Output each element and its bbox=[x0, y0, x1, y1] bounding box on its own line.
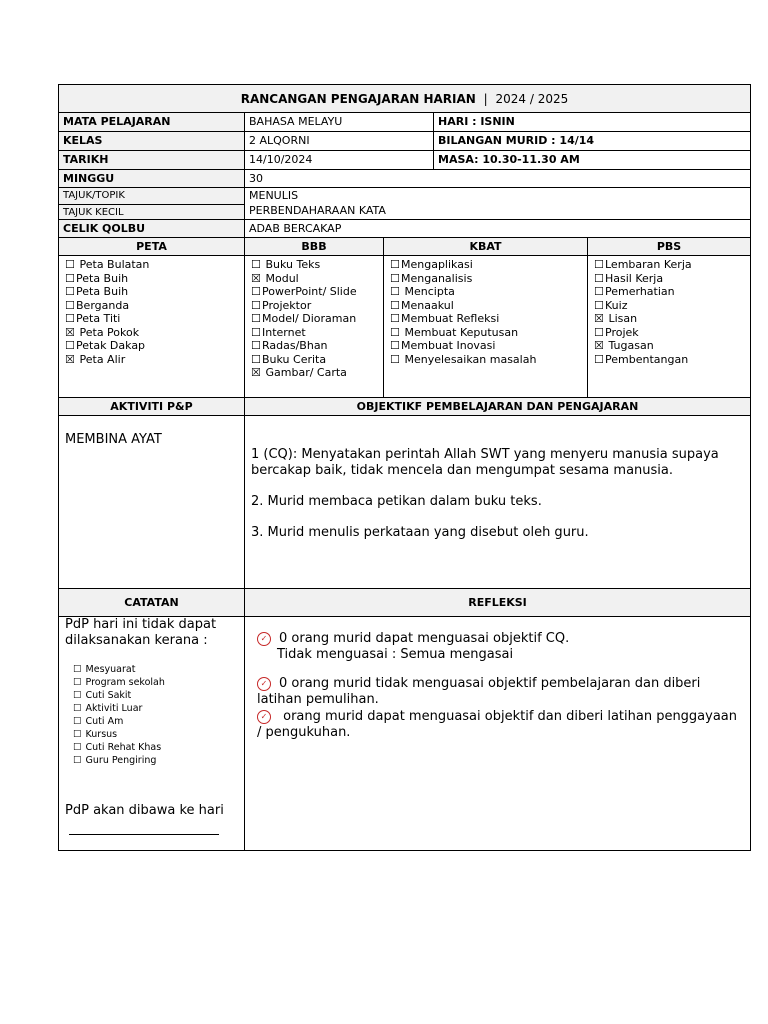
value-kelas: 2 ALQORNI bbox=[244, 132, 433, 150]
checkbox-icon[interactable]: ☐ bbox=[251, 285, 261, 298]
pbs-item[interactable] bbox=[594, 272, 750, 286]
catatan-option[interactable] bbox=[73, 689, 244, 702]
pbs-item[interactable] bbox=[594, 339, 750, 353]
kbat-item-label: Menaakul bbox=[401, 298, 454, 312]
checkbox-icon[interactable]: ☐ bbox=[73, 664, 82, 675]
bbb-item[interactable] bbox=[251, 272, 383, 286]
refleksi-line-cq bbox=[257, 631, 742, 647]
checkbox-icon[interactable]: ☐ bbox=[594, 258, 604, 271]
checkbox-icon[interactable]: ☐ bbox=[73, 677, 82, 688]
checkbox-icon[interactable]: ☐ bbox=[594, 325, 604, 339]
peta-item-label: Petak Dakap bbox=[76, 339, 146, 352]
academic-year: 2024 / 2025 bbox=[495, 92, 569, 106]
checkbox-icon[interactable]: ☐ bbox=[73, 690, 82, 701]
bbb-item-label: Buku Teks bbox=[262, 258, 321, 271]
value-celik-qolbu: ADAB BERCAKAP bbox=[244, 220, 750, 237]
value-hari: HARI : ISNIN bbox=[433, 113, 750, 131]
bbb-item[interactable] bbox=[251, 285, 383, 299]
bbb-item[interactable] bbox=[251, 339, 383, 353]
checkbox-icon[interactable]: ☐ bbox=[73, 716, 82, 727]
row-tarikh bbox=[59, 151, 750, 170]
bbb-item[interactable] bbox=[251, 312, 383, 326]
kbat-item[interactable] bbox=[390, 312, 587, 326]
checkbox-icon[interactable]: ☐ bbox=[251, 352, 261, 366]
bbb-item-label: Modul bbox=[262, 271, 299, 285]
bbb-item-label: Buku Cerita bbox=[262, 352, 327, 366]
pbs-item[interactable] bbox=[594, 258, 750, 272]
kbat-list bbox=[384, 256, 587, 366]
label-kelas: KELAS bbox=[59, 132, 244, 150]
pbs-item-label: Kuiz bbox=[605, 298, 628, 312]
checkbox-icon[interactable]: ☐ bbox=[390, 298, 400, 312]
checkbox-icon[interactable]: ☐ bbox=[390, 285, 400, 298]
catatan-options bbox=[59, 663, 244, 767]
catatan-option-label: Cuti Am bbox=[85, 716, 124, 727]
row-tajuk bbox=[59, 188, 750, 220]
header-kbat: KBAT bbox=[383, 238, 587, 255]
peta-item-label: Peta Buih bbox=[76, 285, 129, 298]
checkbox-icon[interactable]: ☐ bbox=[251, 258, 261, 271]
pbs-item-label: Pemerhatian bbox=[605, 285, 675, 298]
peta-item[interactable] bbox=[65, 299, 244, 313]
bbb-item-label: PowerPoint/ Slide bbox=[262, 285, 357, 298]
row-column-headers bbox=[59, 238, 750, 256]
pbs-item[interactable] bbox=[594, 285, 750, 299]
pbs-item[interactable] bbox=[594, 353, 750, 367]
row-mata-pelajaran bbox=[59, 113, 750, 132]
pbs-item-label: Tugasan bbox=[605, 339, 654, 352]
checkbox-icon[interactable]: ☐ bbox=[251, 339, 261, 352]
checkbox-icon[interactable]: ☐ bbox=[73, 755, 82, 766]
pbs-item[interactable] bbox=[594, 326, 750, 340]
pbs-item-label: Pembentangan bbox=[605, 352, 689, 366]
refleksi-text: 0 orang murid tidak menguasai objektif pembelajaran dan diberi latihan pemulihan. bbox=[257, 676, 701, 707]
kbat-item-label: Menganalisis bbox=[401, 271, 473, 285]
bbb-item[interactable] bbox=[251, 326, 383, 340]
peta-item[interactable] bbox=[65, 339, 244, 353]
bbb-item[interactable] bbox=[251, 366, 383, 380]
check-mark-icon: ✓ bbox=[257, 710, 271, 724]
catatan-intro: PdP hari ini tidak dapat dilaksanakan kerana : bbox=[65, 617, 217, 648]
bbb-item[interactable] bbox=[251, 258, 383, 272]
checked-box-icon[interactable]: ☒ bbox=[65, 325, 75, 339]
header-pbs: PBS bbox=[587, 238, 750, 255]
value-minggu: 30 bbox=[244, 170, 750, 187]
header-catatan: CATATAN bbox=[124, 596, 179, 609]
value-tarikh: 14/10/2024 bbox=[244, 151, 433, 169]
bbb-column bbox=[244, 256, 383, 397]
objektif-list bbox=[245, 416, 750, 541]
refleksi-content bbox=[245, 617, 750, 741]
checkbox-icon[interactable]: ☐ bbox=[73, 729, 82, 740]
row-aktiviti-content bbox=[59, 416, 750, 589]
peta-item[interactable] bbox=[65, 326, 244, 340]
value-masa: MASA: 10.30-11.30 AM bbox=[433, 151, 750, 169]
peta-item[interactable] bbox=[65, 272, 244, 286]
value-bilangan-murid: BILANGAN MURID : 14/14 bbox=[433, 132, 750, 150]
checked-box-icon[interactable]: ☒ bbox=[65, 352, 75, 366]
peta-item-label: Peta Alir bbox=[76, 352, 126, 366]
pbs-item[interactable] bbox=[594, 299, 750, 313]
refleksi-line-pengayaan bbox=[257, 709, 742, 741]
kbat-item-label: Mencipta bbox=[401, 285, 455, 298]
checked-box-icon[interactable]: ☒ bbox=[251, 271, 261, 285]
row-minggu bbox=[59, 170, 750, 188]
tajuk-values bbox=[244, 188, 750, 219]
checkbox-icon[interactable]: ☐ bbox=[390, 352, 400, 366]
catatan-option[interactable] bbox=[73, 741, 244, 754]
checkbox-icon[interactable]: ☐ bbox=[65, 285, 75, 298]
header-peta: PETA bbox=[136, 240, 167, 253]
kbat-column bbox=[383, 256, 587, 397]
catatan-option-label: Cuti Sakit bbox=[85, 690, 132, 701]
bbb-item-label: Projektor bbox=[262, 298, 312, 312]
checkbox-icon[interactable]: ☐ bbox=[65, 271, 75, 285]
checkbox-icon[interactable]: ☐ bbox=[73, 742, 82, 753]
refleksi-line-cq-note: Tidak menguasai : Semua mengasai bbox=[277, 647, 514, 662]
label-celik-qolbu: CELIK QOLBU bbox=[59, 220, 244, 237]
row-aktiviti-header bbox=[59, 398, 750, 416]
header-objektif: OBJEKTIKF PEMBELAJARAN DAN PENGAJARAN bbox=[244, 398, 750, 415]
peta-item[interactable] bbox=[65, 285, 244, 299]
bbb-item[interactable] bbox=[251, 353, 383, 367]
checkbox-icon[interactable]: ☐ bbox=[390, 325, 400, 339]
pbs-item-label: Projek bbox=[605, 325, 639, 339]
pbs-item-label: Hasil Kerja bbox=[605, 271, 664, 285]
pbs-item[interactable] bbox=[594, 312, 750, 326]
check-mark-icon: ✓ bbox=[257, 677, 271, 691]
catatan-option-label: Cuti Rehat Khas bbox=[85, 742, 162, 753]
value-tajuk-kecil: PERBENDAHARAAN KATA bbox=[249, 204, 386, 217]
peta-column bbox=[59, 256, 244, 397]
refleksi-line-pemulihan bbox=[257, 676, 742, 708]
checkbox-icon[interactable]: ☐ bbox=[390, 271, 400, 285]
peta-item-label: Peta Pokok bbox=[76, 325, 140, 339]
label-mata-pelajaran: MATA PELAJARAN bbox=[59, 113, 244, 131]
refleksi-text: 0 orang murid dapat menguasai objektif CQ. bbox=[279, 631, 570, 646]
lesson-plan-table bbox=[58, 84, 751, 851]
kbat-item[interactable] bbox=[390, 353, 587, 367]
peta-item-label: Peta Titi bbox=[76, 312, 121, 325]
pbs-item-label: Lembaran Kerja bbox=[605, 258, 692, 271]
row-celik-qolbu bbox=[59, 220, 750, 238]
kbat-item-label: Mengaplikasi bbox=[401, 258, 473, 271]
checkbox-icon[interactable]: ☐ bbox=[251, 312, 261, 325]
catatan-cell bbox=[59, 617, 244, 850]
checkbox-icon[interactable]: ☐ bbox=[594, 298, 604, 312]
aktiviti-cell bbox=[59, 416, 244, 588]
refleksi-cell bbox=[244, 617, 750, 850]
kbat-item-label: Membuat Refleksi bbox=[401, 312, 500, 325]
row-catatan-header bbox=[59, 589, 750, 617]
checkbox-icon[interactable]: ☐ bbox=[65, 298, 75, 312]
checked-box-icon[interactable]: ☒ bbox=[594, 312, 604, 325]
refleksi-text: orang murid dapat menguasai objektif dan diberi latihan penggayaan / pengukuhan. bbox=[257, 709, 738, 740]
catatan-option-label: Mesyuarat bbox=[85, 664, 136, 675]
catatan-option-label: Program sekolah bbox=[85, 677, 165, 688]
bbb-item-label: Radas/Bhan bbox=[262, 339, 328, 352]
checked-box-icon[interactable]: ☒ bbox=[251, 366, 261, 379]
catatan-option[interactable] bbox=[73, 702, 244, 715]
header-bbb: BBB bbox=[244, 238, 383, 255]
bbb-item-label: Gambar/ Carta bbox=[262, 366, 347, 379]
title-separator: | bbox=[483, 92, 488, 106]
peta-item-label: Berganda bbox=[76, 298, 130, 312]
kbat-item[interactable] bbox=[390, 285, 587, 299]
checkbox-icon[interactable]: ☐ bbox=[251, 325, 261, 339]
plan-title: RANCANGAN PENGAJARAN HARIAN bbox=[240, 92, 476, 106]
pbs-item-label: Lisan bbox=[605, 312, 638, 325]
peta-list bbox=[59, 256, 244, 366]
checkbox-icon[interactable]: ☐ bbox=[594, 352, 604, 366]
peta-item[interactable] bbox=[65, 258, 244, 272]
kbat-item[interactable] bbox=[390, 272, 587, 286]
catatan-option-label: Guru Pengiring bbox=[85, 755, 157, 766]
peta-item-label: Peta Buih bbox=[76, 271, 129, 285]
row-checklists bbox=[59, 256, 750, 398]
catatan-option[interactable] bbox=[73, 715, 244, 728]
peta-item[interactable] bbox=[65, 353, 244, 367]
checkbox-icon[interactable]: ☐ bbox=[594, 285, 604, 298]
catatan-option[interactable] bbox=[73, 754, 244, 767]
header-aktiviti: AKTIVITI P&P bbox=[110, 400, 193, 413]
catatan-option-label: Kursus bbox=[85, 729, 118, 740]
checked-box-icon[interactable]: ☒ bbox=[594, 339, 604, 352]
catatan-dibawa: PdP akan dibawa ke hari bbox=[65, 803, 224, 818]
catatan-option[interactable] bbox=[73, 663, 244, 676]
checkbox-icon[interactable]: ☐ bbox=[65, 339, 75, 352]
pbs-column bbox=[587, 256, 750, 397]
kbat-item-label: Menyelesaikan masalah bbox=[401, 352, 537, 366]
catatan-option[interactable] bbox=[73, 728, 244, 741]
bbb-item[interactable] bbox=[251, 299, 383, 313]
row-kelas bbox=[59, 132, 750, 151]
kbat-item[interactable] bbox=[390, 258, 587, 272]
objektif-item: 2. Murid membaca petikan dalam buku teks. bbox=[251, 494, 542, 509]
tajuk-labels bbox=[59, 188, 244, 219]
bbb-item-label: Model/ Dioraman bbox=[262, 312, 357, 325]
label-minggu: MINGGU bbox=[59, 170, 244, 187]
value-mata-pelajaran: BAHASA MELAYU bbox=[244, 113, 433, 131]
checkbox-icon[interactable]: ☐ bbox=[390, 258, 400, 271]
checkbox-icon[interactable]: ☐ bbox=[65, 258, 75, 271]
objektif-item: 1 (CQ): Menyatakan perintah Allah SWT yang menyeru manusia supaya bercakap baik, tidak mencela dan mengumpat sesama manusia. bbox=[251, 447, 719, 478]
peta-item-label: Peta Bulatan bbox=[76, 258, 150, 271]
kbat-item[interactable] bbox=[390, 326, 587, 340]
title-row bbox=[59, 85, 750, 113]
bbb-list bbox=[245, 256, 383, 380]
kbat-item-label: Membuat Keputusan bbox=[401, 325, 519, 339]
aktiviti-text: MEMBINA AYAT bbox=[65, 432, 162, 447]
objektif-cell bbox=[244, 416, 750, 588]
header-refleksi: REFLEKSI bbox=[244, 589, 750, 616]
check-mark-icon: ✓ bbox=[257, 632, 271, 646]
objektif-item: 3. Murid menulis perkataan yang disebut oleh guru. bbox=[251, 525, 589, 540]
label-tajuk: TAJUK/TOPIK bbox=[59, 188, 244, 205]
checkbox-icon[interactable]: ☐ bbox=[73, 703, 82, 714]
kbat-item[interactable] bbox=[390, 339, 587, 353]
label-tarikh: TARIKH bbox=[59, 151, 244, 169]
catatan-option[interactable] bbox=[73, 676, 244, 689]
checkbox-icon[interactable]: ☐ bbox=[390, 339, 400, 352]
kbat-item[interactable] bbox=[390, 299, 587, 313]
peta-item[interactable] bbox=[65, 312, 244, 326]
checkbox-icon[interactable]: ☐ bbox=[390, 312, 400, 325]
value-tajuk: MENULIS bbox=[249, 189, 299, 202]
date-blank-line[interactable] bbox=[69, 834, 219, 835]
bbb-item-label: Internet bbox=[262, 325, 306, 339]
checkbox-icon[interactable]: ☐ bbox=[594, 271, 604, 285]
pbs-list bbox=[588, 256, 750, 366]
label-tajuk-kecil: TAJUK KECIL bbox=[63, 207, 124, 218]
checkbox-icon[interactable]: ☐ bbox=[251, 298, 261, 312]
row-catatan-content bbox=[59, 617, 750, 850]
checkbox-icon[interactable]: ☐ bbox=[65, 312, 75, 325]
kbat-item-label: Membuat Inovasi bbox=[401, 339, 496, 352]
catatan-option-label: Aktiviti Luar bbox=[85, 703, 143, 714]
